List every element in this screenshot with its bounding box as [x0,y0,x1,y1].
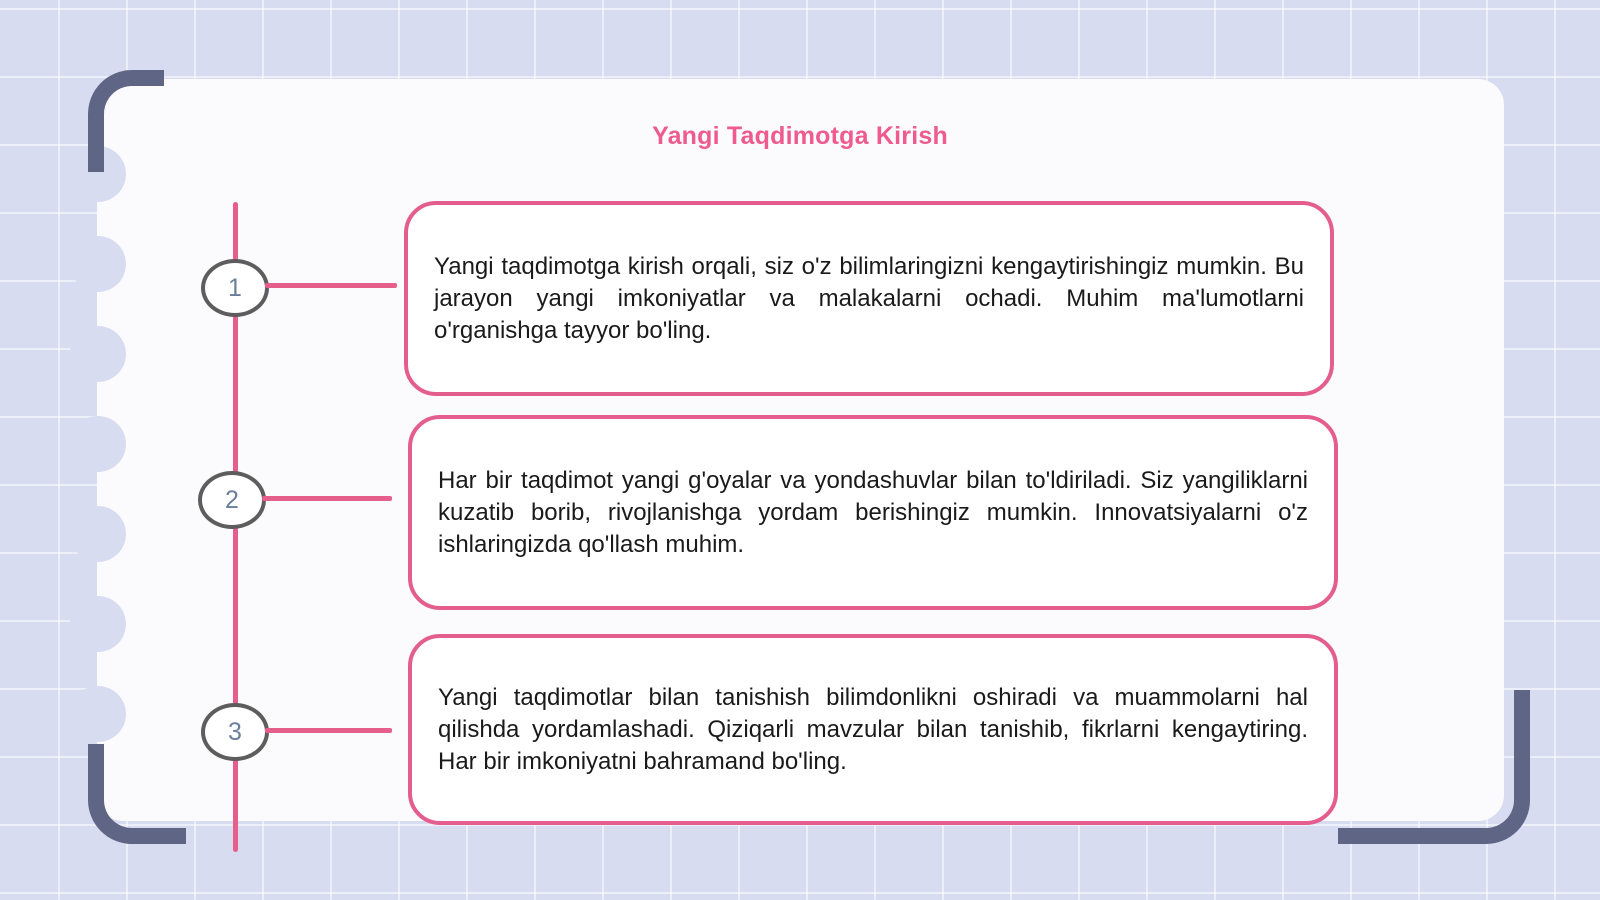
paper-scallop [70,236,126,292]
step-number-circle: 2 [198,471,266,529]
step-text: Har bir taqdimot yangi g'oyalar va yondashuvlar bilan to'ldiriladi. Siz yangiliklarni kuzatib borib, rivojlanishga yordam berishingiz mumkin. Innovatsiyalarni o'z ishlaringizda qo'llash muhim. [438,466,1308,558]
step-card [408,415,1338,610]
step-text: Yangi taqdimotga kirish orqali, siz o'z bilimlaringizni kengaytirishingiz mumkin. Bu jarayon yangi imkoniyatlar va malakalarni ochadi. Muhim ma'lumotlarni o'rganishga tayyor bo'ling. [434,252,1304,344]
paper-scallop [70,686,126,742]
paper-scallop [70,416,126,472]
paper-scallop [70,506,126,562]
step-number-circle: 1 [201,259,269,317]
corner-bracket-bottom-right [1338,690,1530,844]
step-card [404,201,1334,396]
step-number-circle: 3 [201,703,269,761]
step-connector [265,728,392,733]
slide-title: Yangi Taqdimotga Kirish [652,122,948,150]
paper-scallop [70,326,126,382]
step-connector [262,496,392,501]
corner-bracket-bottom-left [88,744,186,844]
paper-scallop [70,596,126,652]
step-text: Yangi taqdimotlar bilan tanishish bilimdonlikni oshiradi va muammolarni hal qilishda yordamlashadi. Qiziqarli mavzular bilan tanishib, fikrlarni kengaytiring. Har bir imkoniyatni bahramand bo'ling. [438,683,1308,775]
step-card [408,634,1338,825]
step-connector [265,283,397,288]
corner-bracket-top-left [88,70,164,172]
